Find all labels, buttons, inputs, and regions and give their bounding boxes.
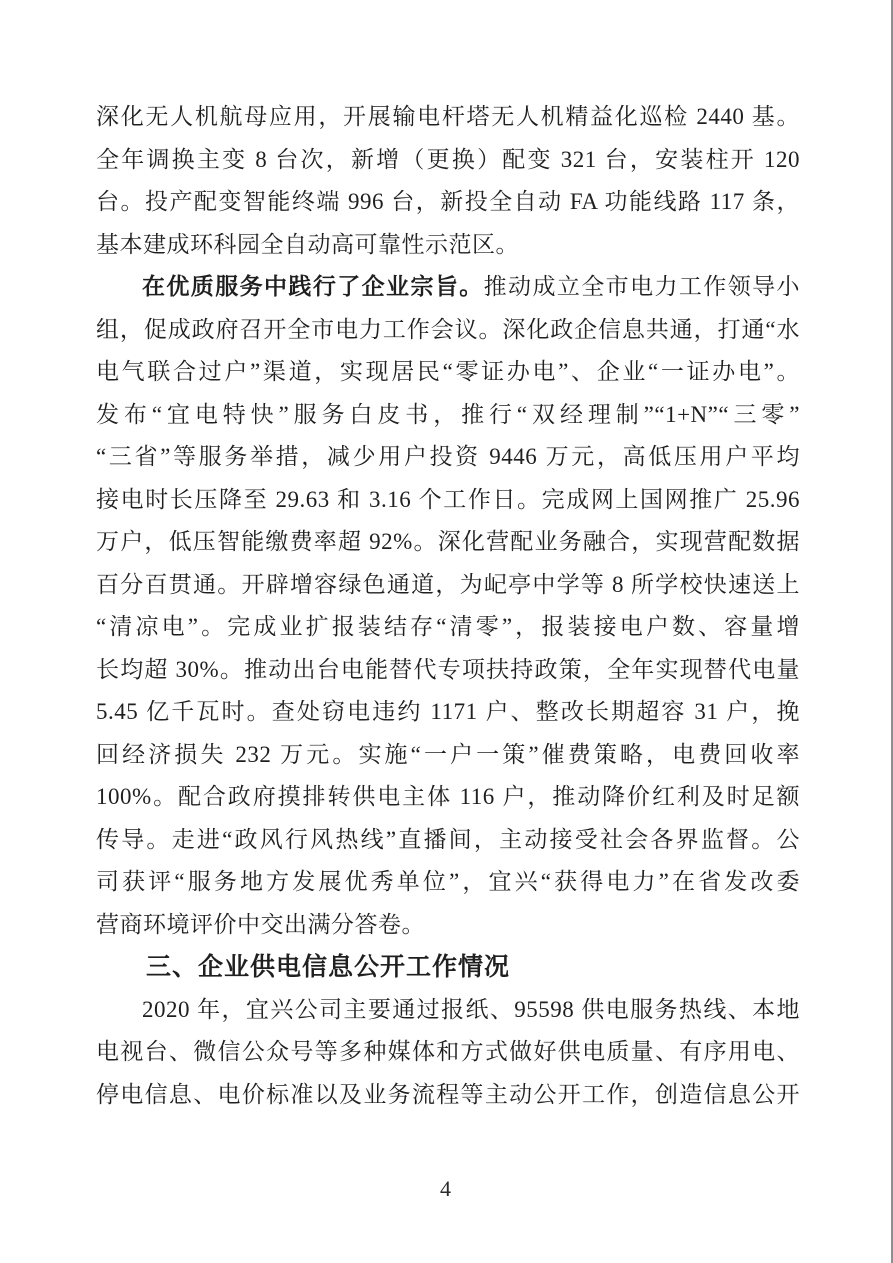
body-text-line: 电视台、微信公众号等多种媒体和方式做好供电质量、有序用电、 — [96, 1039, 800, 1064]
bold-lead-text: 在优质服务中践行了企业宗旨。 — [142, 274, 484, 299]
body-text-line: 长均超 30%。推动出台电能替代专项扶持政策，全年实现替代电量 — [96, 656, 800, 682]
body-text-line: 5.45 亿千瓦时。查处窃电违约 1171 户、整改长期超容 31 户，挽 — [96, 699, 800, 724]
body-text-line: 百分百贯通。开辟增容绿色通道，为屺亭中学等 8 所学校快速送上 — [96, 571, 801, 597]
body-text-line: 万户，低压智能缴费率超 92%。深化营配业务融合，实现营配数据 — [96, 529, 800, 554]
body-text-line: 营商环境评价中交出满分答卷。 — [96, 911, 425, 937]
body-text-line: 台。投产配变智能终端 996 台，新投全自动 FA 功能线路 117 条， — [96, 189, 800, 214]
document-body — [96, 96, 800, 1116]
body-text-line: 2020 年，宜兴公司主要通过报纸、95598 供电服务热线、本地 — [142, 996, 800, 1022]
body-text-line: “三省”等服务举措，减少用户投资 9446 万元，高低压用户平均 — [96, 444, 800, 469]
body-text-line: 100%。配合政府摸排转供电主体 116 户，推动降价红利及时足额 — [96, 784, 800, 809]
body-text-line: 组，促成政府召开全市电力工作会议。深化政企信息共通，打通“水 — [96, 316, 800, 342]
body-text-line: 基本建成环科园全自动高可靠性示范区。 — [96, 231, 519, 257]
body-text-line — [96, 266, 800, 309]
section-heading: 三、企业供电信息公开工作情况 — [146, 953, 511, 981]
body-text-line: 回经济损失 232 万元。实施“一户一策”催费策略，电费回收率 — [96, 741, 800, 767]
body-text-line: 发布“宜电特快”服务白皮书，推行“双经理制”“1+N”“三零” — [96, 401, 800, 427]
body-text-line: “清凉电”。完成业扩报装结存“清零”，报装接电户数、容量增 — [96, 614, 800, 639]
body-text-line: 停电信息、电价标准以及业务流程等主动公开工作，创造信息公开 — [96, 1081, 800, 1107]
body-text-span: 推动成立全市电力工作领导小 — [483, 274, 801, 299]
body-text-line: 传导。走进“政风行风热线”直播间，主动接受社会各界监督。公 — [96, 826, 800, 852]
body-text-line: 电气联合过户”渠道，实现居民“零证办电”、企业“一证办电”。 — [96, 359, 800, 384]
page-number: 4 — [440, 1176, 451, 1201]
body-text-line: 深化无人机航母应用，开展输电杆塔无人机精益化巡检 2440 基。 — [96, 104, 800, 129]
body-text-line: 司获评“服务地方发展优秀单位”，宜兴“获得电力”在省发改委 — [96, 869, 800, 894]
body-text-line: 接电时长压降至 29.63 和 3.16 个工作日。完成网上国网推广 25.96 — [96, 486, 800, 512]
body-text-line: 全年调换主变 8 台次，新增（更换）配变 321 台，安装柱开 120 — [96, 146, 800, 172]
